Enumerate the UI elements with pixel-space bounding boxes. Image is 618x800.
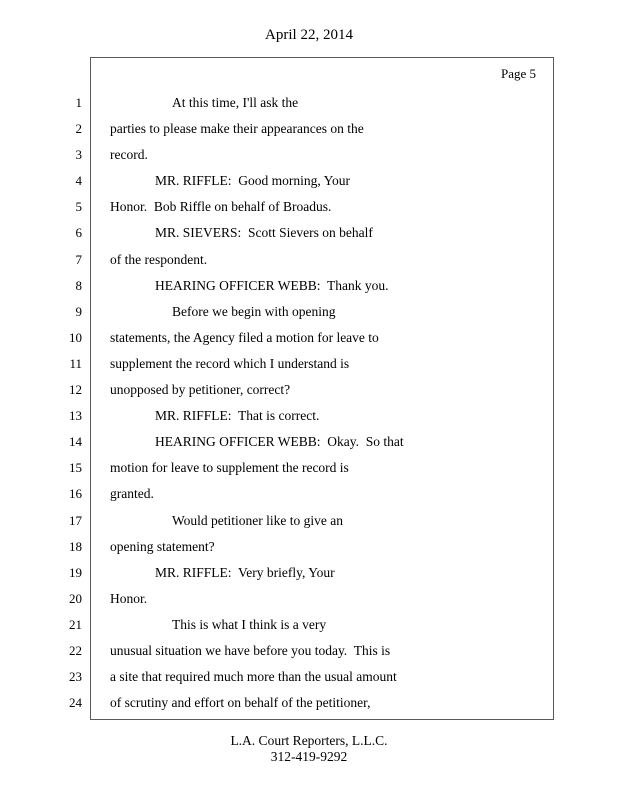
- line-text: record.: [110, 147, 148, 163]
- line-text: of scrutiny and effort on behalf of the petitioner,: [110, 695, 371, 711]
- line-text: statements, the Agency filed a motion for leave to: [110, 329, 379, 345]
- line-number: 3: [75, 147, 82, 163]
- line-text: of the respondent.: [110, 251, 208, 267]
- line-text: unopposed by petitioner, correct?: [110, 382, 291, 398]
- court-reporter-phone: 312-419-9292: [270, 749, 348, 764]
- line-text: Honor. Bob Riffle on behalf of Broadus.: [110, 199, 332, 215]
- line-text: MR. RIFFLE: Very briefly, Your: [155, 564, 335, 580]
- transcript-line: [0, 586, 618, 612]
- transcript-line: [0, 247, 618, 273]
- line-number: 24: [69, 695, 82, 711]
- page-footer: [0, 733, 618, 765]
- line-number: 13: [69, 408, 82, 424]
- line-number: 2: [75, 121, 82, 137]
- line-text: Honor.: [110, 590, 148, 606]
- line-text: HEARING OFFICER WEBB: Thank you.: [155, 277, 389, 293]
- court-reporter-name: L.A. Court Reporters, L.L.C.: [230, 733, 388, 748]
- line-number: 4: [75, 173, 82, 189]
- line-text: parties to please make their appearances on the: [110, 121, 364, 137]
- line-number: 12: [69, 382, 82, 398]
- transcript-line: [0, 664, 618, 690]
- transcript-line: [0, 90, 618, 116]
- line-number: 14: [69, 434, 82, 450]
- line-number: 8: [75, 277, 82, 293]
- line-number: 11: [69, 355, 82, 371]
- line-text: unusual situation we have before you today. This is: [110, 642, 391, 658]
- line-text: MR. RIFFLE: Good morning, Your: [155, 173, 351, 189]
- page-number-label: Page 5: [500, 66, 536, 81]
- line-number: 23: [69, 669, 82, 685]
- transcript-line: [0, 142, 618, 168]
- line-text: At this time, I'll ask the: [172, 95, 299, 110]
- transcript-line: [0, 508, 618, 534]
- transcript-line: [0, 116, 618, 142]
- transcript-line: [0, 429, 618, 455]
- line-number: 15: [69, 460, 82, 476]
- transcript-line: [0, 612, 618, 638]
- transcript-line: [0, 377, 618, 403]
- transcript-line: [0, 220, 618, 246]
- transcript-line: [0, 690, 618, 716]
- transcript-line: [0, 638, 618, 664]
- line-number: 16: [69, 486, 82, 502]
- line-text: supplement the record which I understand is: [110, 355, 350, 371]
- line-text: HEARING OFFICER WEBB: Okay. So that: [155, 434, 404, 450]
- transcript-line: [0, 403, 618, 429]
- line-text: granted.: [110, 486, 154, 502]
- transcript-line: [0, 560, 618, 586]
- transcript-line: [0, 273, 618, 299]
- line-number: 9: [75, 303, 82, 319]
- line-number: 22: [69, 642, 82, 658]
- transcript-line: [0, 534, 618, 560]
- line-number: 1: [75, 95, 82, 110]
- line-number: 19: [69, 564, 82, 580]
- line-text: This is what I think is a very: [172, 616, 327, 632]
- line-text: Before we begin with opening: [172, 303, 336, 319]
- line-text: a site that required much more than the usual amount: [110, 669, 397, 685]
- line-text: Would petitioner like to give an: [172, 512, 343, 528]
- transcript-line: [0, 194, 618, 220]
- line-number: 17: [69, 512, 82, 528]
- transcript-line: [0, 481, 618, 507]
- line-text: opening statement?: [110, 538, 215, 554]
- line-number: 7: [75, 251, 82, 267]
- transcript-line: [0, 351, 618, 377]
- transcript-line: [0, 168, 618, 194]
- transcript-line: [0, 325, 618, 351]
- transcript-line: [0, 455, 618, 481]
- line-number: 6: [75, 225, 82, 241]
- line-text: motion for leave to supplement the record is: [110, 460, 349, 476]
- transcript-lines: [0, 90, 618, 716]
- transcript-line: [0, 299, 618, 325]
- line-number: 10: [69, 329, 82, 345]
- line-text: MR. SIEVERS: Scott Sievers on behalf: [155, 225, 373, 241]
- document-date: April 22, 2014: [265, 27, 353, 43]
- line-number: 18: [69, 538, 82, 554]
- line-number: 21: [69, 616, 82, 632]
- line-text: MR. RIFFLE: That is correct.: [155, 408, 320, 424]
- line-number: 20: [69, 590, 82, 606]
- line-number: 5: [75, 199, 82, 215]
